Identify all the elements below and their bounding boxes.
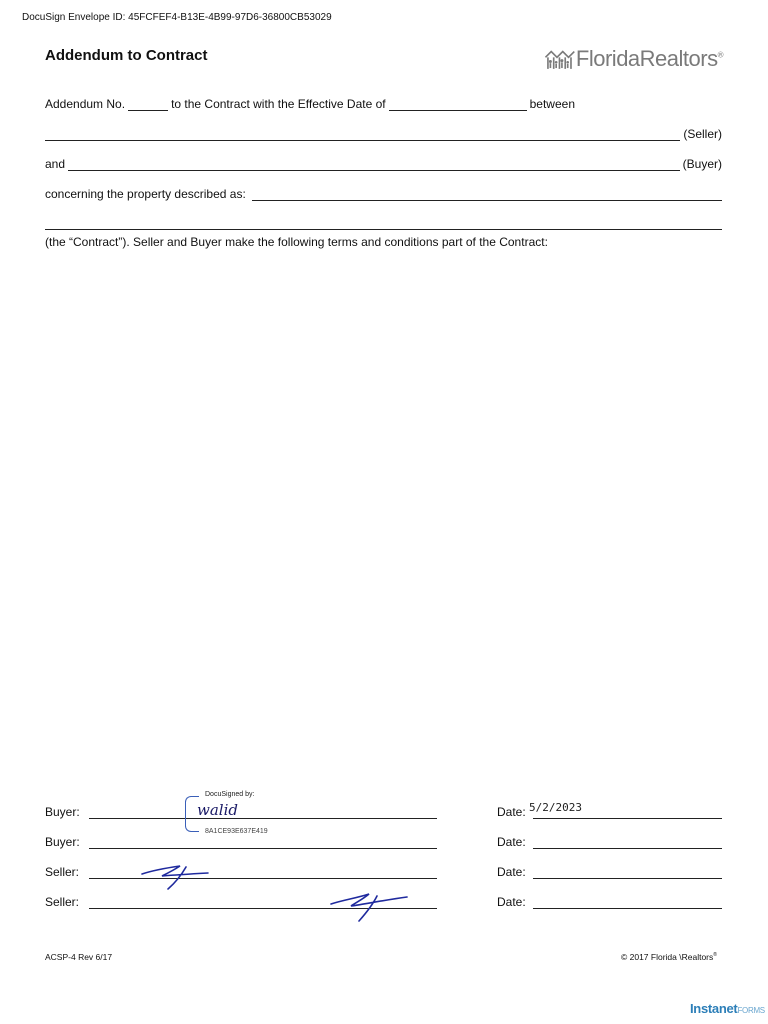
logo-text-realtors: Realtors xyxy=(639,46,718,71)
date-label-2: Date: xyxy=(497,835,526,849)
seller-date-field-2[interactable] xyxy=(533,897,722,909)
seller-label-2: Seller: xyxy=(45,895,80,909)
docusigned-by-label: DocuSigned by: xyxy=(205,791,255,798)
buyer-signature-row-2 xyxy=(45,835,437,849)
seller-name-field[interactable] xyxy=(45,129,680,141)
logo-registered-mark: ® xyxy=(717,50,723,60)
addendum-number-line xyxy=(45,97,575,111)
seller-signature-scribble-1 xyxy=(140,858,212,892)
florida-realtors-logo xyxy=(543,42,723,76)
form-code: ACSP-4 Rev 6/17 xyxy=(45,952,113,962)
seller-line xyxy=(45,127,722,141)
seller-date-field-1[interactable] xyxy=(533,867,722,879)
buyer-signature-field-2[interactable] xyxy=(89,837,437,849)
buyer-label-1: Buyer: xyxy=(45,805,80,819)
between-label: between xyxy=(529,97,575,111)
seller-date-row-1 xyxy=(497,865,722,879)
seller-signature-scribble-2 xyxy=(327,888,411,924)
buyer-date-row-2 xyxy=(497,835,722,849)
addendum-no-label: Addendum No. xyxy=(45,97,126,111)
seller-signature-row-1 xyxy=(45,865,437,879)
docusign-signer-id: 8A1CE93E637E419 xyxy=(205,828,268,835)
buyer-name-field[interactable] xyxy=(68,159,680,171)
logo-text xyxy=(576,46,723,72)
page-title: Addendum to Contract xyxy=(45,47,208,64)
seller-date-row-2 xyxy=(497,895,722,909)
and-label: and xyxy=(45,157,66,171)
houses-and-people-icon xyxy=(543,43,576,75)
contract-statement: (the “Contract”). Seller and Buyer make the following terms and conditions part of the Contract: xyxy=(45,235,548,249)
addendum-number-field[interactable] xyxy=(128,99,168,111)
instanet-forms-text: FORMS xyxy=(737,1006,765,1015)
logo-text-florida: Florida xyxy=(575,46,640,71)
property-description-field[interactable] xyxy=(252,189,722,201)
property-line xyxy=(45,187,722,201)
buyer-line xyxy=(45,157,722,171)
copyright-notice xyxy=(621,952,717,962)
effective-date-label: to the Contract with the Effective Date of xyxy=(171,97,386,111)
buyer-suffix: (Buyer) xyxy=(682,157,722,171)
buyer-signed-date: 5/2/2023 xyxy=(529,801,582,814)
seller-suffix: (Seller) xyxy=(683,127,722,141)
copyright-mark: ® xyxy=(713,952,717,959)
date-label-3: Date: xyxy=(497,865,526,879)
buyer-date-field-2[interactable] xyxy=(533,837,722,849)
property-label: concerning the property described as: xyxy=(45,187,246,201)
seller-label-1: Seller: xyxy=(45,865,80,879)
date-label-1: Date: xyxy=(497,805,526,819)
docusign-envelope-id: DocuSign Envelope ID: 45FCFEF4-B13E-4B99-97D6-36800CB53029 xyxy=(22,12,332,23)
docusign-signature-stamp xyxy=(185,791,305,835)
date-label-4: Date: xyxy=(497,895,526,909)
copyright-text: © 2017 Florida \Realtors xyxy=(621,952,714,962)
effective-date-field[interactable] xyxy=(389,99,527,111)
instanet-text: Instanet xyxy=(690,1001,738,1016)
buyer-label-2: Buyer: xyxy=(45,835,80,849)
property-description-field-2[interactable] xyxy=(45,229,722,230)
instanet-forms-logo xyxy=(690,1001,765,1016)
buyer-handwritten-signature: walid xyxy=(197,801,238,819)
